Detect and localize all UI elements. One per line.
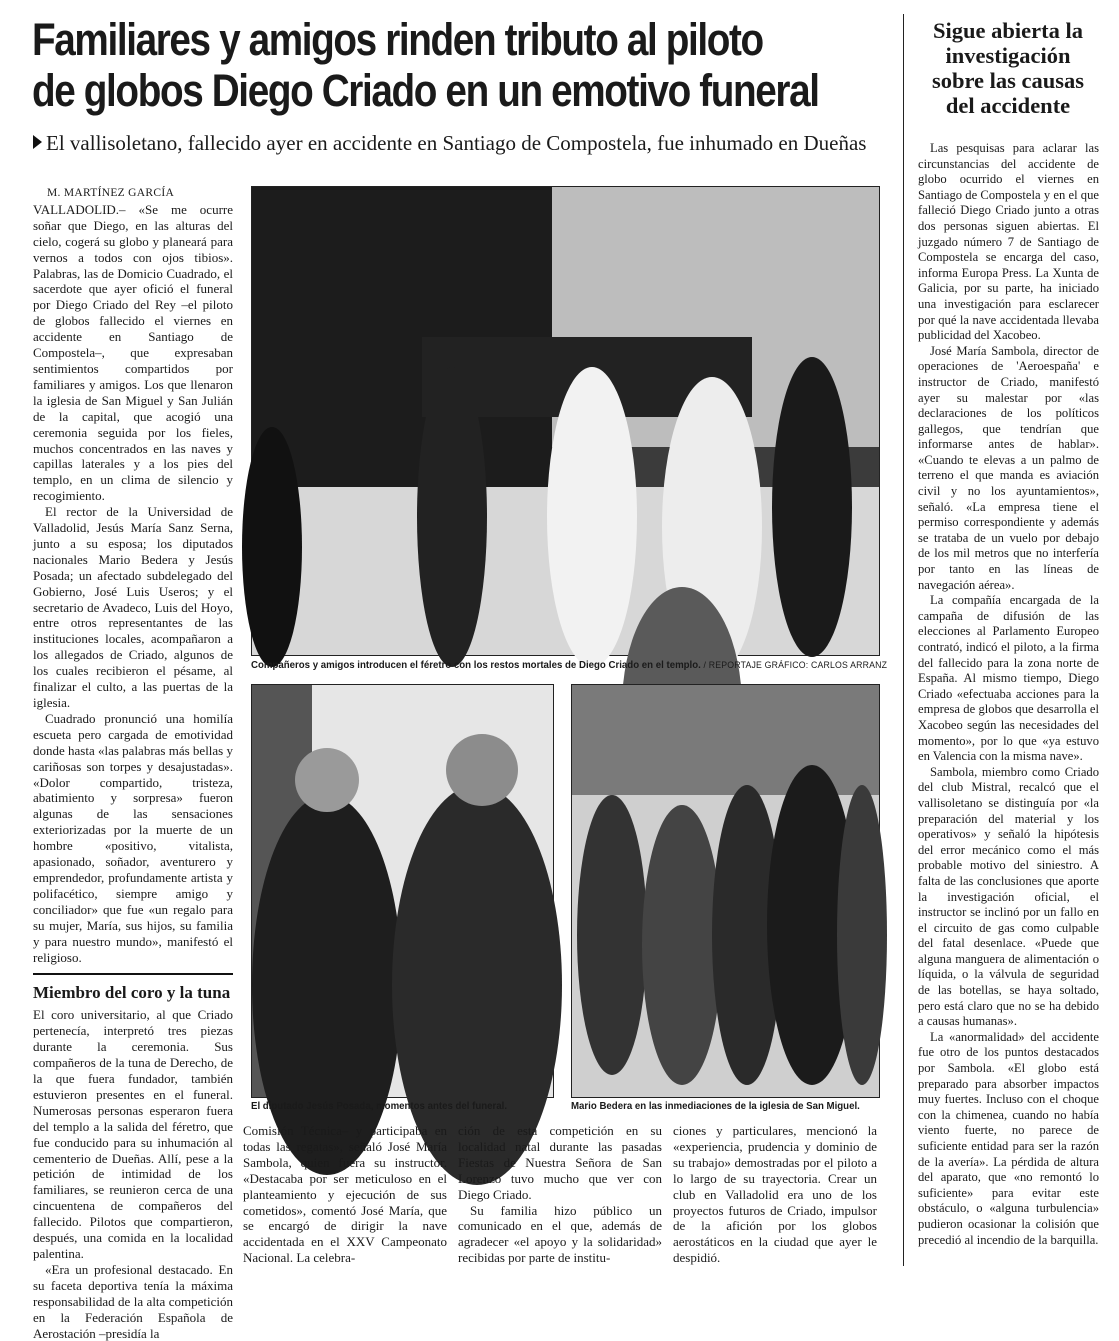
photo-main [251,186,880,656]
subhead: Miembro del coro y la tuna [33,973,233,1003]
caption-left: El diputado Jesús Posada, momentos antes del funeral. [251,1100,508,1112]
deck [33,130,913,156]
paragraph: Su familia hizo público un comunicado en el que, además de agradecer «el apoyo y la solidaridad» recibidas por parte de institu- [458,1202,662,1266]
article-column-4 [673,1123,877,1268]
paragraph: Comisión Técnica– y participaba en todas las regatas», señaló José María Sambola, quien fuera su instructor. «Destacaba por ser meticuloso en el planteamiento y ejecución de sus cometidos», comentó José María, que se encargó de dirigir la nave accidentada en el XXV Campeonato Nacional. La celebra- [243,1123,447,1266]
paragraph: Sambola, miembro como Criado del club Mistral, recalcó que el vallisoletano se distinguía por «la preparación del material y los operativos» y señaló la hipótesis del error mecánico como el más probable motivo del siniestro. A falta de las conclusiones que aporte la investigación oficial, el instructor se inclinó por un fallo en el circuito de gas como culpable del fatal desenlace. «Puede que alguna manguera de alimentación o líquida, o la válvula de seguridad de las botellas, se haya soltado, pero está claro que no se ha debido a causas humanas». [918,764,1099,1029]
paragraph: Cuadrado pronunció una homilía escueta pero cargada de emotividad donde hasta «las palabras más bellas y cariñosas son torpes y desajustadas». «Dolor compartido, tristeza, abatimiento y sorpresa» fueron algunas de las sensaciones exteriorizadas por la muerte de un hombre «positivo, vitalista, apasionado, soñador, aventurero y emprendedor, profundamente artista y polifacético, siempre amigo y conciliador» que fue «un regalo para su mujer, María, sus hijos, su familia y para nuestro mundo», manifestó el religioso. [33,710,233,965]
headline-line-2: de globos Diego Criado en un emotivo funeral [32,65,819,116]
paragraph: Las pesquisas para aclarar las circunstancias del accidente de globo ocurrido el viernes en Santiago de Compostela y en el que falleció Diego Criado junto a otras dos personas siguen abiertas. El juzgado número 7 de Santiago de Compostela se encarga del caso, informa Europa Press. La Xunta de Galicia, por su parte, ha iniciado una investigación para esclarecer por qué la nave accidentada llevaba publicidad del Xacobeo. [918,141,1099,343]
headline [32,14,819,116]
photo-main-image [252,187,879,655]
sidebar-title: Sigue abierta la investigación sobre las causas del accidente [931,18,1085,118]
photo-right-image [572,685,879,1097]
photo-left [251,684,554,1098]
article-column-2 [243,1123,447,1268]
deck-text: El vallisoletano, fallecido ayer en accidente en Santiago de Compostela, fue inhumado en Dueñas [46,131,867,155]
paragraph: «Era un profesional destacado. En su faceta deportiva tenía la máxima responsabilidad de la alta competición en la Federación Española de Aerostación –presidía la [33,1261,233,1341]
column-divider [903,14,904,1266]
paragraph: La «anormalidad» del accidente fue otro de los puntos destacados por Sambola. «El globo está preparado para absorber impactos muy fuertes. Incluso con el choque con la chimenea, cuando no había viento fuerte, no parece de suficiente entidad para ser la razón de la avería». La pérdida de altura del aparato, que «no remontó lo suficiente» para evitar este obstáculo, o «alguna turbulencia» pudieron ocasionar la colisión que precedió al incendio de la barquilla. [918,1029,1099,1247]
paragraph: La compañía encargada de la campaña de difusión de las elecciones al Parlamento Europeo contrató, indicó el piloto, a la firma del fallecido para la zona norte de España. Al mismo tiempo, Diego Criado «efectuaba acciones para la empresa de globos que desarrolla el Xacobeo según las necesidades del momento», por lo que «ya estuvo en Valencia con la misma nave». [918,593,1099,764]
headline-line-1: Familiares y amigos rinden tributo al piloto [32,14,763,65]
article-column-1 [33,186,233,1341]
paragraph: ciones y particulares, mencionó la «experiencia, prudencia y dominio de su trabajo» demostradas por el piloto a lo largo de su trayectoria. Crear un club en Valladolid era uno de los proyectos futuros de Criado, impulsor de la afición por los globos aerostáticos en la ciudad que ayer le despidió. [673,1123,877,1266]
photo-left-image [252,685,553,1097]
caption-right: Mario Bedera en las inmediaciones de la iglesia de San Miguel. [571,1100,860,1112]
sidebar-column [918,141,1099,1266]
caption-main-text: Compañeros y amigos introducen el féretro con los restos mortales de Diego Criado en el templo. [251,659,701,671]
paragraph: VALLADOLID.– «Se me ocurre soñar que Diego, en las alturas del cielo, cogerá su globo y planeará para vernos a todos con ojos tibios». Palabras, las de Domicio Cuadrado, el sacerdote que ayer ofició el funeral por Diego Criado del Rey –el piloto de globos fallecido el viernes en accidente en Santiago de Compostela–, que expresaban sentimientos compartidos por familiares y amigos. Los que llenaron la iglesia de San Miguel y San Julián de la capital, que acogió una ceremonia seguida por los fieles, muchos concentrados en las naves y capillas laterales y a los pies del templo, en un clima de silencio y recogimiento. [33,201,233,504]
triangle-bullet-icon [33,135,42,149]
paragraph: José María Sambola, director de operaciones de 'Aeroespaña' e instructor de Criado, manifestó ayer su malestar por «las declaraciones de los políticos gallegos, que tendrían que informarse antes de hablar». «Cuando te elevas a un palmo de terreno el que manda es aviación civil y no los ayuntamientos», señaló. «La empresa tiene el permiso correspondiente y además se trataba de un vuelo por debajo de los mil metros que no interfería por tanto en las líneas de navegación aérea». [918,343,1099,592]
paragraph: El rector de la Universidad de Valladolid, Jesús María Sanz Serna, junto a su esposa; los diputados nacionales Mario Bedera y Jesús Posada; un afectado subdelegado del Gobierno, José Luis Useros; y el secretario de Avadeco, Luis del Hoyo, entre otros representantes de las instituciones locales, acompañaron a los allegados de Criado, algunos de los cuales recibieron el pésame, al finalizar el culto, a las puertas de la iglesia. [33,504,233,710]
photo-credit: / REPORTAJE GRÁFICO: CARLOS ARRANZ [703,660,888,671]
photo-right [571,684,880,1098]
article-column-3 [458,1123,662,1268]
byline: M. MARTÍNEZ GARCÍA [47,187,175,199]
paragraph: ción de esta competición en su localidad natal durante las pasadas Fiestas de Nuestra Señora de San Lorenzo tuvo mucho que ver con Diego Criado. [458,1123,662,1202]
paragraph: El coro universitario, al que Criado pertenecía, interpretó tres piezas durante la ceremonia. Sus compañeros de la tuna de Derecho, de la que fuera fundador, también estuvieron presentes en el funeral. Numerosas personas esperaron fuera del templo a la salida del féretro, que fue conducido para su inhumación al cementerio de Dueñas. Allí, pese a la petición de intimidad de los familiares, se reunieron cerca de una cincuentena de compañeros del fallecido. Pilotos que compartieron, después, una comida en la localidad palentina. [33,1007,233,1261]
caption-main [251,659,888,672]
